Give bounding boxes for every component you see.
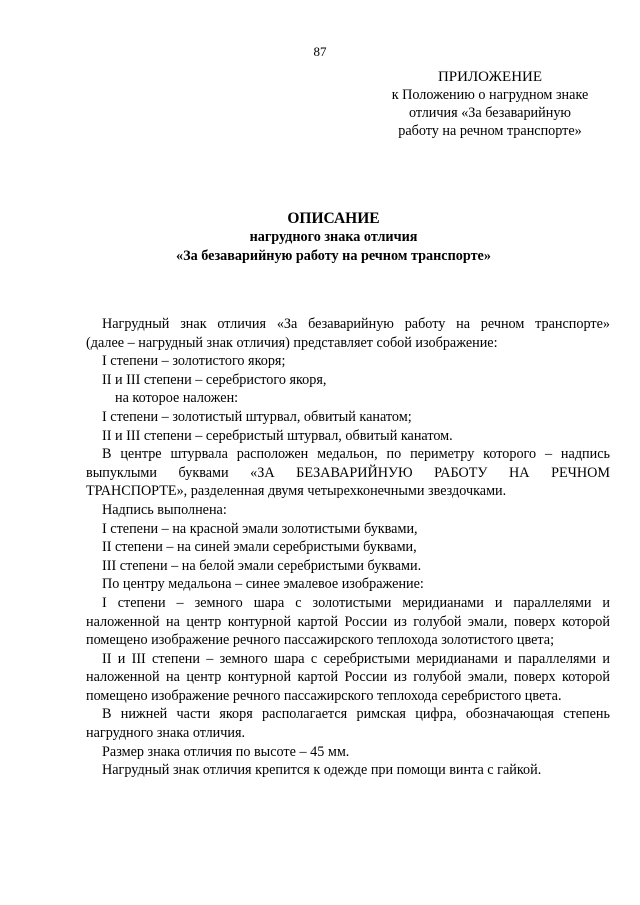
heading-subtitle: нагрудного знака отличия [249, 229, 418, 245]
text-line: на которое наложен: [115, 390, 239, 407]
text-line: выпуклыми буквами «ЗА БЕЗАВАРИЙНУЮ РАБОТУ НА РЕЧНОМ [86, 464, 610, 481]
text-line: помещено изображение речного пассажирского теплохода золотистого цвета; [86, 632, 555, 649]
text-line: помещено изображение речного пассажирского теплохода серебристого цвета. [86, 687, 562, 704]
text-line: III степени – на белой эмали серебристыми буквами. [102, 557, 422, 574]
appendix-title: ПРИЛОЖЕНИЕ [437, 69, 543, 85]
text-line: Надпись выполнена: [102, 501, 227, 518]
text-line: Размер знака отличия по высоте – 45 мм. [102, 743, 350, 760]
appendix-block [360, 68, 620, 140]
appendix-line: отличия «За безаварийную [408, 105, 572, 121]
text-line: I степени – золотистого якоря; [102, 353, 286, 370]
text-line: В центре штурвала расположен медальон, по периметру которого – надпись [102, 446, 610, 463]
text-line: I степени – золотистый штурвал, обвитый канатом; [102, 408, 412, 425]
document-body [86, 315, 610, 780]
text-line: I степени – земного шара с золотистыми меридианами и параллелями и [102, 594, 610, 611]
page-number: 87 [313, 44, 327, 59]
text-line: II и III степени – серебристого якоря, [102, 371, 327, 388]
text-line: I степени – на красной эмали золотистыми буквами, [102, 520, 418, 537]
text-line: По центру медальона – синее эмалевое изображение: [102, 576, 424, 593]
heading-subtitle: «За безаварийную работу на речном транспорте» [176, 248, 491, 264]
text-line: наложенной на центр контурной картой России из голубой эмали, поверх которой [86, 613, 610, 630]
text-line: II и III степени – земного шара с серебристыми меридианами и параллелями и [102, 650, 610, 667]
text-line: ТРАНСПОРТЕ», разделенная двумя четырехконечными звездочками. [86, 483, 507, 500]
text-line: Нагрудный знак отличия крепится к одежде при помощи винта с гайкой. [102, 762, 542, 779]
document-heading [0, 209, 640, 266]
heading-title: ОПИСАНИЕ [287, 210, 380, 227]
text-line: II степени – на синей эмали серебристыми буквами, [102, 539, 417, 556]
appendix-line: к Положению о нагрудном знаке [391, 87, 589, 103]
text-line: (далее – нагрудный знак отличия) представляет собой изображение: [86, 334, 498, 351]
appendix-line: работу на речном транспорте» [398, 123, 582, 139]
text-line: В нижней части якоря располагается римская цифра, обозначающая степень [102, 706, 610, 723]
text-line: II и III степени – серебристый штурвал, обвитый канатом. [102, 427, 453, 444]
text-line: нагрудного знака отличия. [86, 725, 246, 742]
text-line: наложенной на центр контурной картой России из голубой эмали, поверх которой [86, 669, 610, 686]
text-line: Нагрудный знак отличия «За безаварийную работу на речном транспорте» [102, 316, 610, 332]
